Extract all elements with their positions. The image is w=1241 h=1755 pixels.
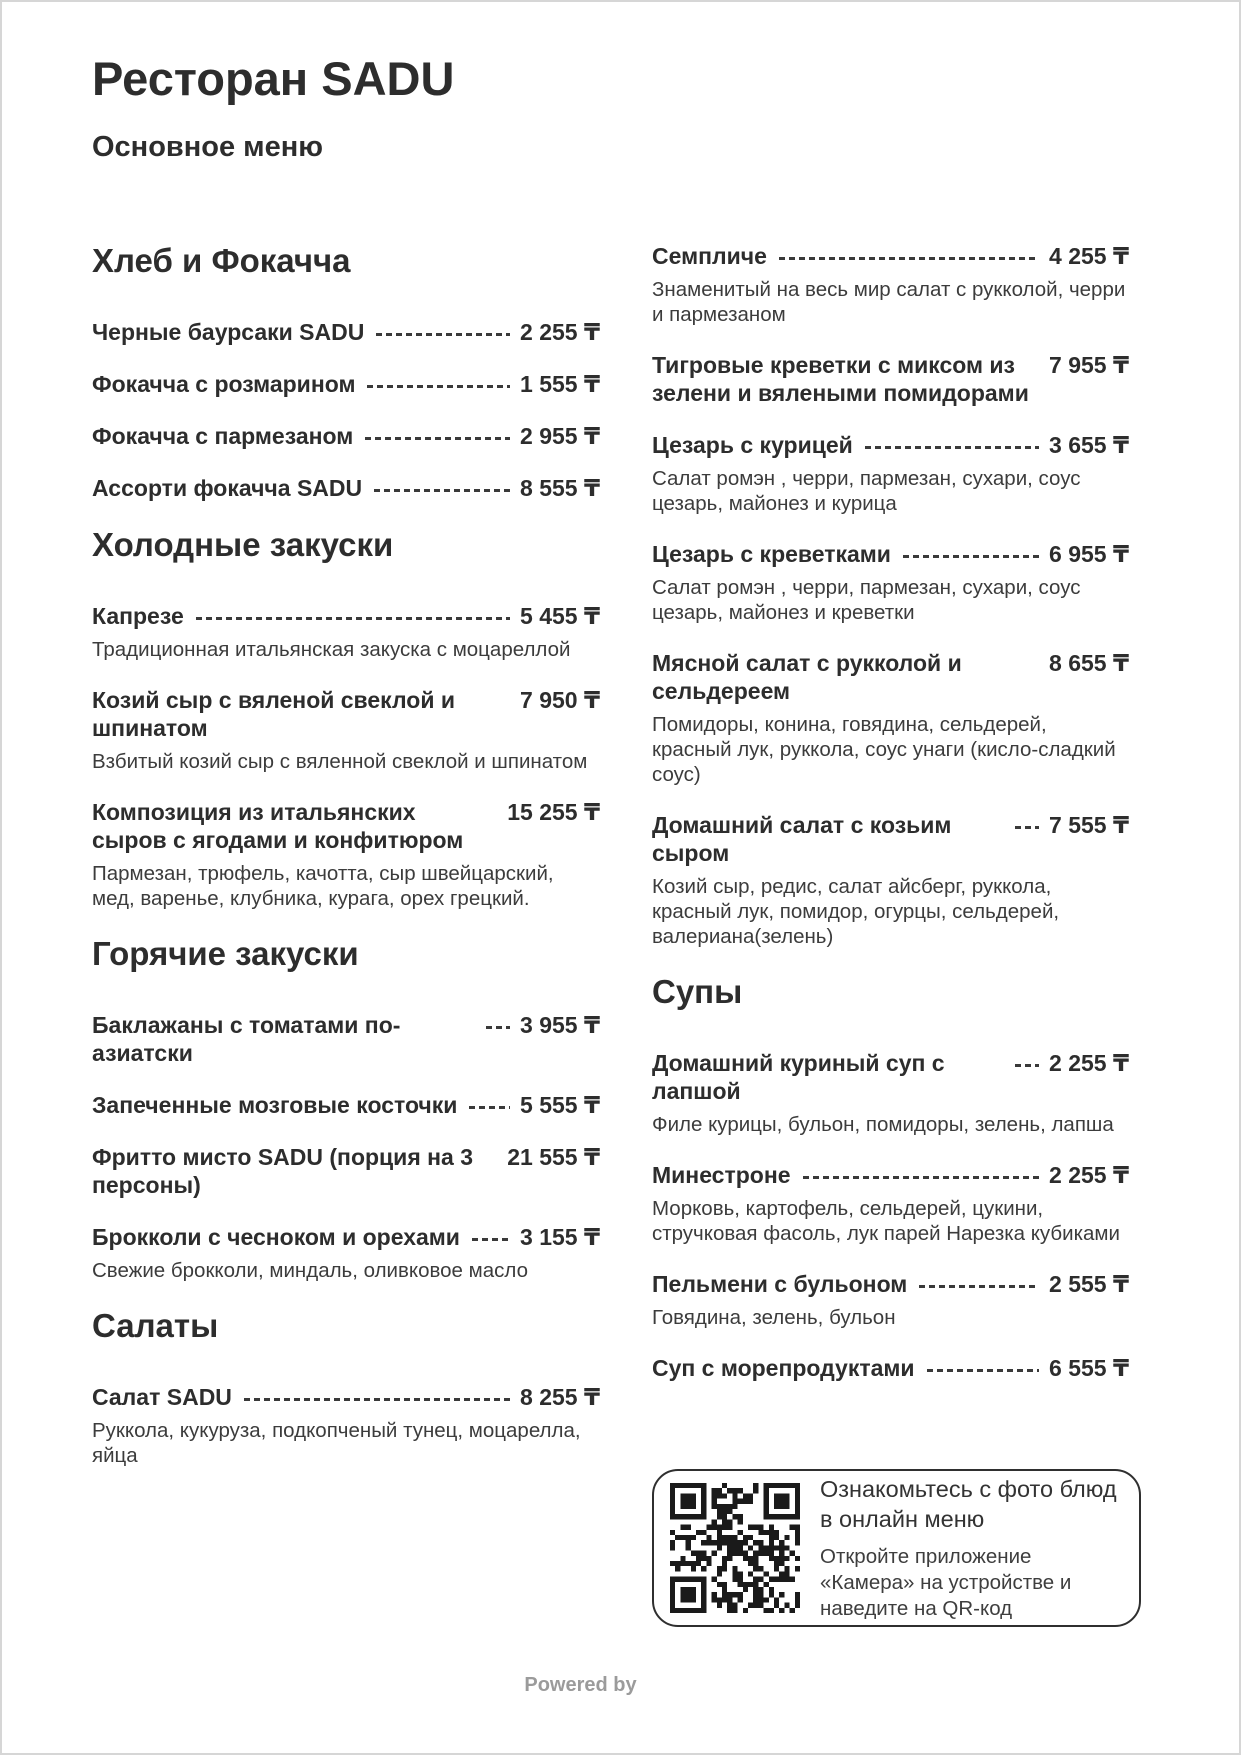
price-leader <box>244 1398 510 1401</box>
menu-item-row <box>92 318 600 346</box>
item-description: Филе курицы, бульон, помидоры, зелень, лапша <box>652 1113 1114 1136</box>
item-price: 2 255 ₸ <box>520 319 600 345</box>
section-header: Салаты <box>92 1307 219 1344</box>
menu-item <box>652 811 1129 949</box>
menu-item-row <box>652 811 1129 867</box>
section-header: Супы <box>652 973 743 1010</box>
menu-item <box>652 351 1129 407</box>
menu-item <box>92 1091 600 1119</box>
price-leader <box>376 333 510 336</box>
item-description: Знаменитый на весь мир салат с рукколой, черри и пармезаном <box>652 278 1126 326</box>
menu-item <box>652 1161 1129 1246</box>
menu-item <box>92 474 600 502</box>
price-leader <box>865 446 1039 449</box>
item-name: Фокачча с розмарином <box>92 371 356 397</box>
price-leader <box>365 437 510 440</box>
item-price: 8 655 ₸ <box>1049 650 1129 676</box>
item-description: Свежие брокколи, миндаль, оливковое масло <box>92 1259 528 1282</box>
price-leader <box>779 257 1039 260</box>
right-column <box>652 242 1129 1492</box>
item-description: Говядина, зелень, бульон <box>652 1306 896 1329</box>
menu-item <box>92 686 600 774</box>
item-price: 4 255 ₸ <box>1049 243 1129 269</box>
item-price: 6 555 ₸ <box>1049 1355 1129 1381</box>
item-name: Тигровые креветки с миксом из зелени и вялеными помидорами <box>652 352 1029 406</box>
item-name: Брокколи с чесноком и орехами <box>92 1224 460 1250</box>
item-name: Цезарь с курицей <box>652 432 853 458</box>
qr-banner <box>652 1469 1141 1627</box>
menu-item <box>652 1049 1129 1137</box>
price-leader <box>927 1369 1040 1372</box>
menu-item <box>652 242 1129 327</box>
item-description: Морковь, картофель, сельдерей, цукини, стручковая фасоль, лук парей Нарезка кубиками <box>652 1197 1120 1245</box>
item-description: Козий сыр, редис, салат айсберг, руккола, красный лук, помидор, огурцы, сельдерей, валериана(зелень) <box>652 875 1060 948</box>
menu-item-row <box>92 422 600 450</box>
item-name: Минестроне <box>652 1162 791 1188</box>
item-name: Суп с морепродуктами <box>652 1355 915 1381</box>
menu-item-row <box>92 1223 600 1251</box>
item-price: 2 955 ₸ <box>520 423 600 449</box>
price-leader <box>803 1176 1040 1179</box>
menu-item-row <box>652 1161 1129 1189</box>
menu-item-row <box>92 686 600 742</box>
menu-item-row <box>92 1143 600 1199</box>
item-price: 6 955 ₸ <box>1049 541 1129 567</box>
powered-by-label: Powered by <box>524 1674 637 1696</box>
item-price: 7 555 ₸ <box>1049 812 1129 838</box>
price-leader <box>1015 826 1039 829</box>
menu-item <box>92 422 600 450</box>
item-name: Козий сыр с вяленой свеклой и шпинатом <box>92 687 456 741</box>
item-price: 21 555 ₸ <box>507 1144 600 1170</box>
price-leader <box>367 385 510 388</box>
item-name: Семпличе <box>652 243 767 269</box>
menu-item-row <box>92 1011 600 1067</box>
menu-columns <box>92 242 1129 1492</box>
qr-code <box>670 1483 800 1613</box>
item-price: 7 950 ₸ <box>520 687 600 713</box>
item-price: 8 255 ₸ <box>520 1384 600 1410</box>
item-price: 7 955 ₸ <box>1049 352 1129 378</box>
qr-subtitle: Откройте приложение «Камера» на устройстве и наведите на QR-код <box>820 1545 1072 1620</box>
item-price: 2 555 ₸ <box>1049 1271 1129 1297</box>
section-header: Хлеб и Фокачча <box>92 242 351 279</box>
menu-item-row <box>652 242 1129 270</box>
menu-item-row <box>92 1091 600 1119</box>
section-header: Горячие закуски <box>92 935 359 972</box>
item-name: Черные баурсаки SADU <box>92 319 365 345</box>
item-description: Взбитый козий сыр с вяленной свеклой и шпинатом <box>92 750 588 773</box>
menu-item <box>652 431 1129 516</box>
item-name: Баклажаны с томатами по-азиатски <box>92 1012 401 1066</box>
item-name: Домашний салат с козьим сыром <box>652 812 952 866</box>
price-leader <box>903 555 1039 558</box>
price-leader <box>374 489 510 492</box>
menu-item-row <box>652 431 1129 459</box>
menu-item-row <box>92 602 600 630</box>
menu-item <box>92 798 600 911</box>
menu-item-row <box>652 1049 1129 1105</box>
price-leader <box>486 1026 510 1029</box>
menu-item <box>92 1143 600 1199</box>
menu-item <box>92 1383 600 1468</box>
item-description: Пармезан, трюфель, качотта, сыр швейцарский, мед, варенье, клубника, курага, орех грецкий. <box>92 862 554 910</box>
menu-item <box>92 602 600 662</box>
left-column <box>92 242 600 1492</box>
menu-item <box>652 1354 1129 1382</box>
item-price: 5 555 ₸ <box>520 1092 600 1118</box>
item-name: Фритто мисто SADU (порция на 3 персоны) <box>92 1144 473 1198</box>
menu-item-row <box>652 1270 1129 1298</box>
restaurant-title: Ресторан SADU <box>92 52 455 105</box>
price-leader <box>196 617 510 620</box>
item-price: 15 255 ₸ <box>507 799 600 825</box>
qr-text-block <box>820 1474 1121 1622</box>
item-name: Мясной салат с рукколой и сельдереем <box>652 650 962 704</box>
menu-item <box>652 649 1129 787</box>
menu-item <box>92 1223 600 1283</box>
menu-item-row <box>92 370 600 398</box>
menu-item <box>92 1011 600 1067</box>
item-name: Домашний куриный суп с лапшой <box>652 1050 945 1104</box>
item-description: Салат ромэн , черри, пармезан, сухари, соус цезарь, майонез и курица <box>652 467 1081 515</box>
price-leader <box>1015 1064 1039 1067</box>
item-price: 3 655 ₸ <box>1049 432 1129 458</box>
item-price: 2 255 ₸ <box>1049 1050 1129 1076</box>
menu-item-row <box>92 1383 600 1411</box>
item-name: Пельмени с бульоном <box>652 1271 908 1297</box>
price-leader <box>469 1106 510 1109</box>
section-header: Холодные закуски <box>92 526 394 563</box>
menu-item-row <box>652 351 1129 407</box>
item-name: Салат SADU <box>92 1384 232 1410</box>
price-leader <box>919 1285 1039 1288</box>
item-price: 5 455 ₸ <box>520 603 600 629</box>
item-price: 1 555 ₸ <box>520 371 600 397</box>
item-name: Запеченные мозговые косточки <box>92 1092 458 1118</box>
menu-subtitle: Основное меню <box>92 131 324 163</box>
menu-item <box>652 540 1129 625</box>
menu-item-row <box>652 1354 1129 1382</box>
item-name: Цезарь с креветками <box>652 541 891 567</box>
menu-item-row <box>652 540 1129 568</box>
item-description: Помидоры, конина, говядина, сельдерей, красный лук, руккола, соус унаги (кисло-сладкий соус) <box>652 713 1116 786</box>
menu-item <box>652 1270 1129 1330</box>
item-name: Композиция из итальянских сыров с ягодами и конфитюром <box>92 799 464 853</box>
item-price: 8 555 ₸ <box>520 475 600 501</box>
item-name: Фокачча с пармезаном <box>92 423 354 449</box>
item-description: Традиционная итальянская закуска с моцареллой <box>92 638 571 661</box>
price-leader <box>472 1238 510 1241</box>
menu-item <box>92 318 600 346</box>
qr-title: Ознакомьтесь с фото блюд в онлайн меню <box>820 1476 1117 1532</box>
menu-item <box>92 370 600 398</box>
menu-item-row <box>652 649 1129 705</box>
item-name: Капрезе <box>92 603 184 629</box>
item-name: Ассорти фокачча SADU <box>92 475 363 501</box>
menu-item-row <box>92 798 600 854</box>
item-description: Салат ромэн , черри, пармезан, сухари, соус цезарь, майонез и креветки <box>652 576 1081 624</box>
item-price: 3 155 ₸ <box>520 1224 600 1250</box>
item-description: Руккола, кукуруза, подкопченый тунец, моцарелла, яйца <box>92 1419 581 1467</box>
menu-item-row <box>92 474 600 502</box>
item-price: 2 255 ₸ <box>1049 1162 1129 1188</box>
item-price: 3 955 ₸ <box>520 1012 600 1038</box>
